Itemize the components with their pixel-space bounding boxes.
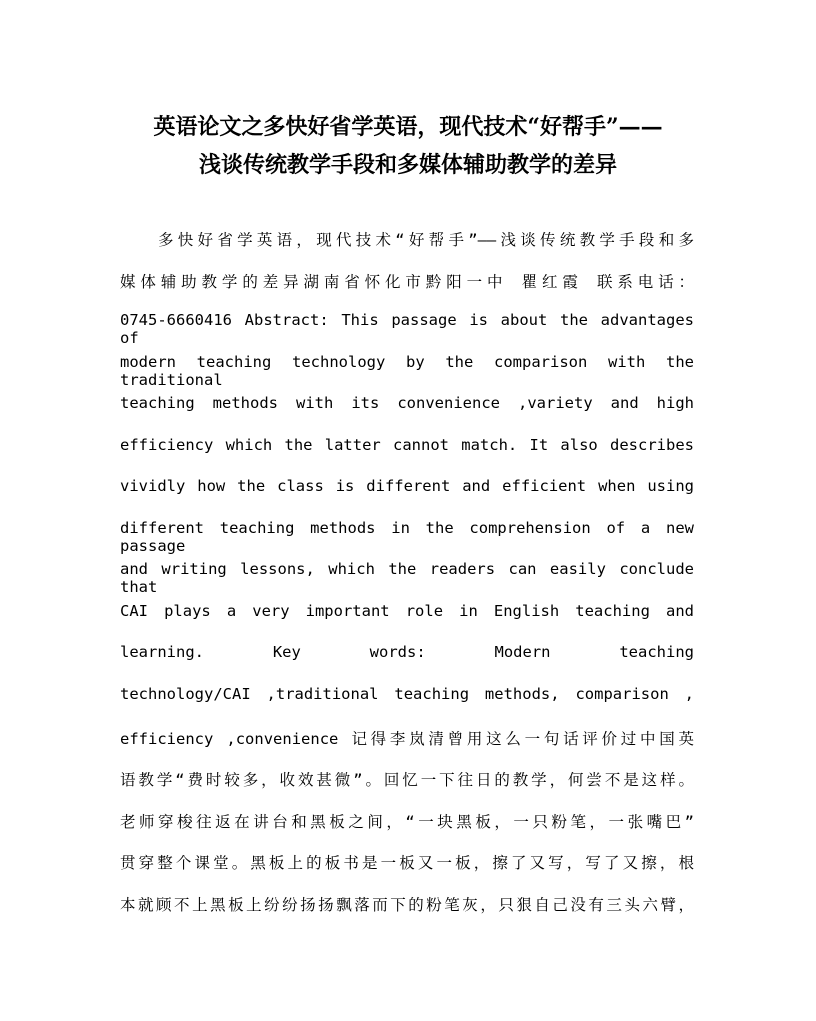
body-line-16: 贯穿整个课堂。黑板上的板书是一板又一板，擦了又写，写了又擦，根 xyxy=(120,854,694,872)
body-line-5: teaching methods with its convenience ,variety and high xyxy=(120,394,694,412)
body-line-8: different teaching methods in the comprehension of a new passage xyxy=(120,519,694,555)
body-line-15: 老师穿梭往返在讲台和黑板之间，“一块黑板，一只粉笔，一张嘴巴” xyxy=(120,813,694,831)
document-title-line-1: 英语论文之多快好省学英语，现代技术“好帮手”—— xyxy=(153,114,663,140)
body-line-1: 多快好省学英语，现代技术“好帮手”——浅谈传统教学手段和多 xyxy=(158,231,694,249)
body-line-2: 媒体辅助教学的差异湖南省怀化市黔阳一中 瞿红霞 联系电话： xyxy=(120,273,694,291)
body-line-7: vividly how the class is different and efficient when using xyxy=(120,477,694,495)
body-line-12: technology/CAI ,traditional teaching methods, comparison , xyxy=(120,685,694,703)
body-line-14: 语教学“费时较多，收效甚微”。回忆一下往日的教学，何尝不是这样。 xyxy=(120,771,694,789)
body-line-17: 本就顾不上黑板上纷纷扬扬飘落而下的粉笔灰，只狠自己没有三头六臂， xyxy=(120,896,694,914)
body-line-10: CAI plays a very important role in English teaching and xyxy=(120,602,694,620)
body-line-6: efficiency which the latter cannot match. It also describes xyxy=(120,436,694,454)
document-title-line-2: 浅谈传统教学手段和多媒体辅助教学的差异 xyxy=(198,152,617,178)
body-line-3: 0745-6660416 Abstract: This passage is about the advantages of xyxy=(120,311,694,347)
body-line-13: efficiency ,convenience 记得李岚清曾用这么一句话评价过中国英 xyxy=(120,730,694,748)
body-line-4: modern teaching technology by the comparison with the traditional xyxy=(120,353,694,389)
body-line-11: learning. Key words: Modern teaching xyxy=(120,643,694,661)
body-line-9: and writing lessons, which the readers can easily conclude that xyxy=(120,560,694,596)
